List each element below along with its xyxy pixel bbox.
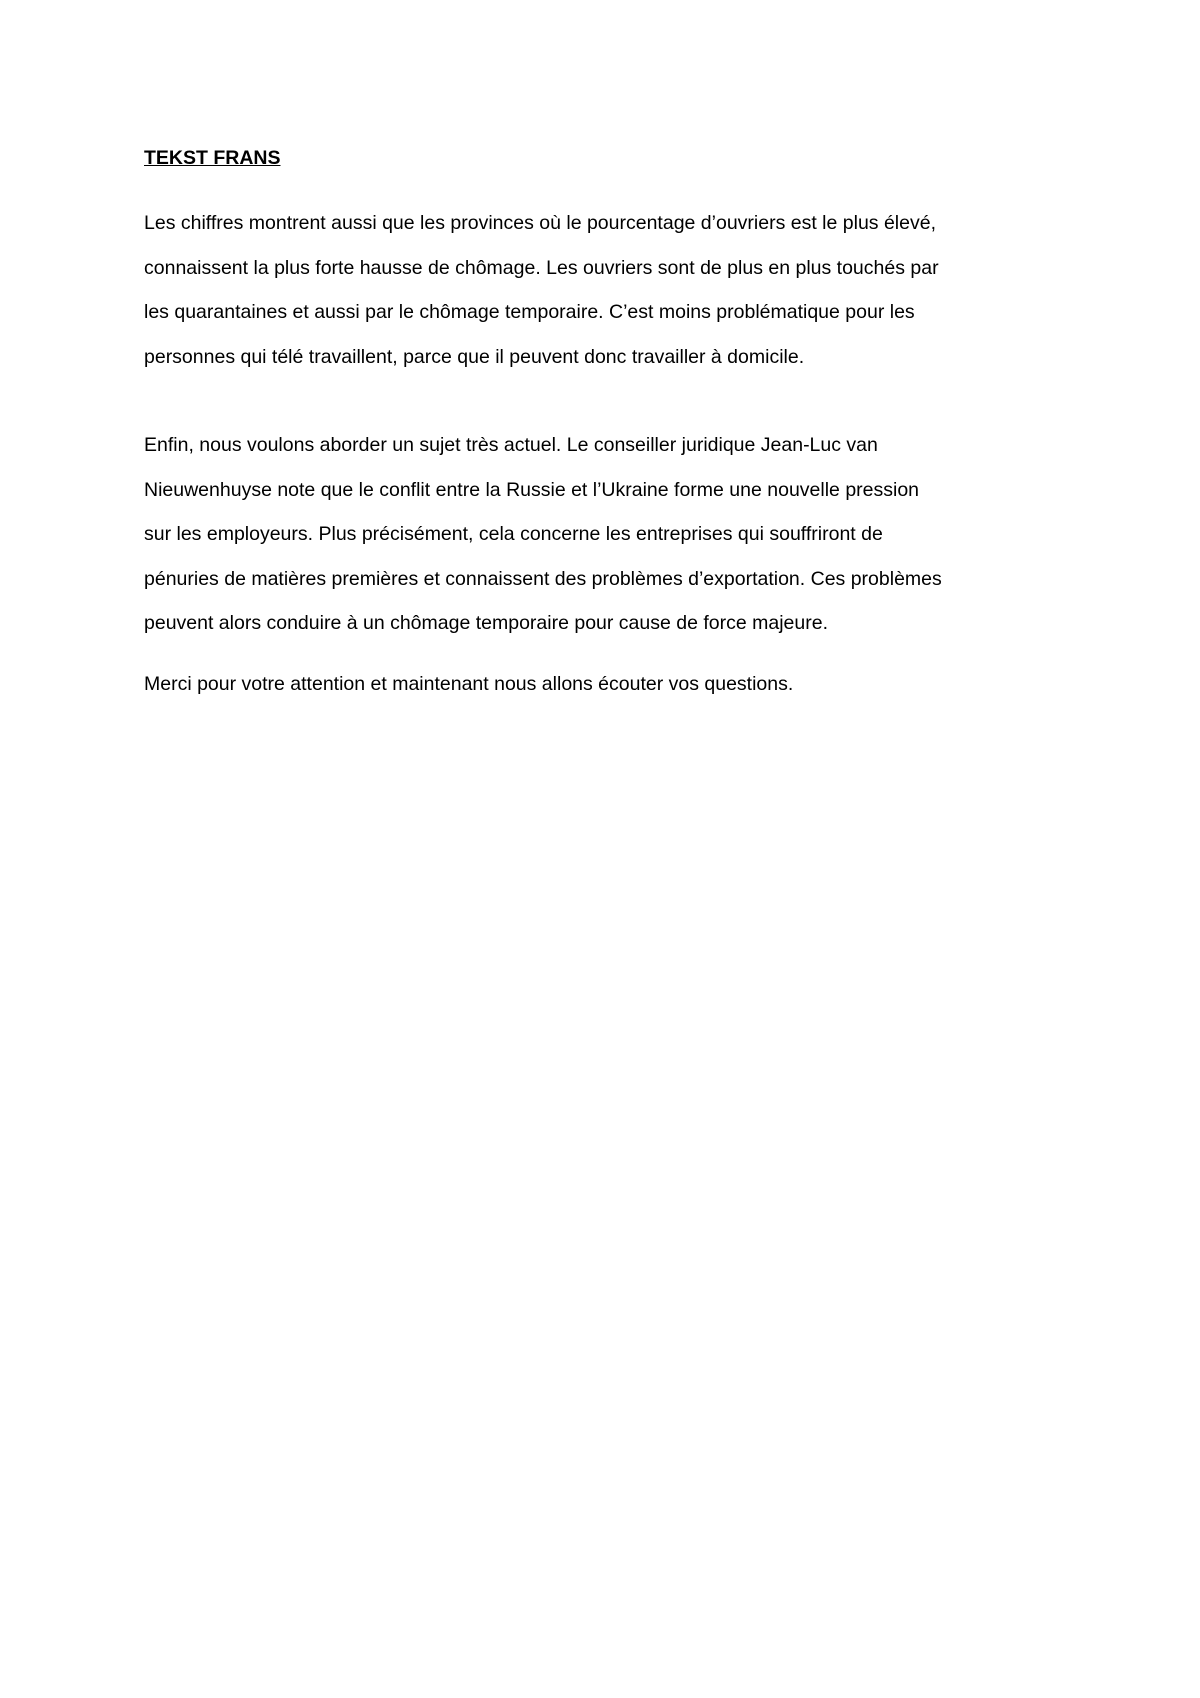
paragraph-line: connaissent la plus forte hausse de chômage. Les ouvriers sont de plus en plus touchés par [144,256,939,279]
paragraph-line: peuvent alors conduire à un chômage temporaire pour cause de force majeure. [144,612,828,634]
paragraph-line: Merci pour votre attention et maintenant nous allons écouter vos questions. [144,672,794,695]
paragraph-line: Nieuwenhuyse note que le conflit entre la Russie et l’Ukraine forme une nouvelle pression [144,478,920,501]
paragraph-3 [144,662,1064,707]
paragraph-line: les quarantaines et aussi par le chômage temporaire. C’est moins problématique pour les [144,301,915,323]
document-body [144,143,1064,706]
paragraph-line: personnes qui télé travaillent, parce que il peuvent donc travailler à domicile. [144,345,805,368]
paragraph-line: Les chiffres montrent aussi que les provinces où le pourcentage d’ouvriers est le plus élevé, [144,212,936,234]
paragraph-line: pénuries de matières premières et connaissent des problèmes d’exportation. Ces problèmes [144,567,942,590]
paragraph-line: sur les employeurs. Plus précisément, cela concerne les entreprises qui souffriront de [144,523,883,545]
paragraph-2 [144,423,1064,646]
document-heading: TEKST FRANS [144,147,281,169]
paragraph-1 [144,201,1064,379]
paragraph-line: Enfin, nous voulons aborder un sujet très actuel. Le conseiller juridique Jean-Luc van [144,434,878,456]
